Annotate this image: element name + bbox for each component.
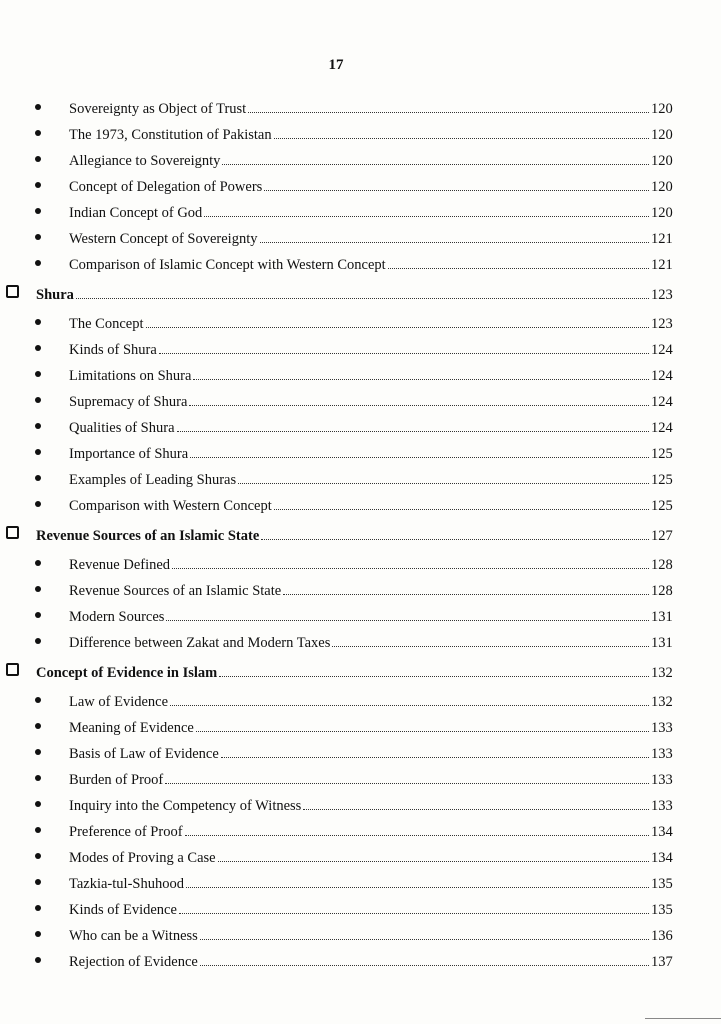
entry-title: Concept of Delegation of Powers bbox=[69, 179, 263, 195]
dot-leader bbox=[260, 241, 650, 243]
entry-title: The Concept bbox=[69, 316, 144, 332]
entry-title: Tazkia-tul-Shuhood bbox=[69, 876, 184, 892]
dot-leader bbox=[274, 508, 649, 510]
entry-page-number: 120 bbox=[651, 179, 673, 195]
entry-title: Sovereignty as Object of Trust bbox=[69, 101, 247, 117]
bullet-icon bbox=[35, 749, 41, 755]
footer-rule bbox=[645, 1018, 721, 1019]
dot-leader bbox=[186, 886, 649, 888]
dot-leader bbox=[190, 456, 649, 458]
bullet-icon bbox=[35, 723, 41, 729]
entry-title: Inquiry into the Competency of Witness bbox=[69, 798, 302, 814]
entry-page-number: 121 bbox=[651, 257, 673, 273]
dot-leader bbox=[185, 834, 649, 836]
toc-entry bbox=[0, 548, 721, 574]
entry-page-number: 120 bbox=[651, 101, 673, 117]
bullet-icon bbox=[35, 638, 41, 644]
entry-page-number: 135 bbox=[651, 902, 673, 918]
toc-entry bbox=[0, 92, 721, 118]
toc-section-heading bbox=[0, 274, 721, 304]
toc-entry bbox=[0, 307, 721, 333]
entry-page-number: 132 bbox=[651, 694, 673, 710]
dot-leader bbox=[172, 567, 649, 569]
toc-entry bbox=[0, 437, 721, 463]
toc-entry bbox=[0, 919, 721, 945]
entry-title: Basis of Law of Evidence bbox=[69, 746, 219, 762]
entry-title: Burden of Proof bbox=[69, 772, 164, 788]
entry-title: Law of Evidence bbox=[69, 694, 169, 710]
entry-title: Qualities of Shura bbox=[69, 420, 175, 436]
entry-page-number: 131 bbox=[651, 635, 673, 651]
entry-title: Examples of Leading Shuras bbox=[69, 472, 237, 488]
entry-page-number: 128 bbox=[651, 583, 673, 599]
entry-page-number: 120 bbox=[651, 127, 673, 143]
bullet-icon bbox=[35, 319, 41, 325]
checkbox-square-icon bbox=[6, 663, 19, 676]
dot-leader bbox=[261, 538, 649, 540]
entry-page-number: 123 bbox=[651, 316, 673, 332]
bullet-icon bbox=[35, 905, 41, 911]
entry-page-number: 131 bbox=[651, 609, 673, 625]
bullet-icon bbox=[35, 957, 41, 963]
bullet-icon bbox=[35, 475, 41, 481]
toc-entry bbox=[0, 574, 721, 600]
dot-leader bbox=[218, 860, 649, 862]
toc-entry bbox=[0, 626, 721, 652]
entry-title: Preference of Proof bbox=[69, 824, 183, 840]
bullet-icon bbox=[35, 697, 41, 703]
entry-page-number: 133 bbox=[651, 746, 673, 762]
entry-page-number: 125 bbox=[651, 472, 673, 488]
bullet-icon bbox=[35, 501, 41, 507]
bullet-icon bbox=[35, 560, 41, 566]
dot-leader bbox=[221, 756, 649, 758]
toc-entry bbox=[0, 489, 721, 515]
dot-leader bbox=[170, 704, 649, 706]
toc-entry bbox=[0, 893, 721, 919]
toc-section-heading bbox=[0, 515, 721, 545]
entry-page-number: 133 bbox=[651, 798, 673, 814]
table-of-contents bbox=[0, 92, 721, 971]
dot-leader bbox=[177, 430, 649, 432]
dot-leader bbox=[146, 326, 650, 328]
dot-leader bbox=[189, 404, 649, 406]
entry-title: Modern Sources bbox=[69, 609, 165, 625]
dot-leader bbox=[388, 267, 649, 269]
dot-leader bbox=[248, 111, 649, 113]
dot-leader bbox=[200, 938, 649, 940]
entry-title: Revenue Sources of an Islamic State bbox=[69, 583, 282, 599]
dot-leader bbox=[283, 593, 649, 595]
toc-entry bbox=[0, 867, 721, 893]
dot-leader bbox=[219, 675, 649, 677]
bullet-icon bbox=[35, 612, 41, 618]
dot-leader bbox=[193, 378, 649, 380]
entry-title: Western Concept of Sovereignty bbox=[69, 231, 258, 247]
entry-title: Kinds of Shura bbox=[69, 342, 157, 358]
entry-page-number: 120 bbox=[651, 205, 673, 221]
entry-page-number: 120 bbox=[651, 153, 673, 169]
entry-title: Comparison with Western Concept bbox=[69, 498, 272, 514]
toc-entry bbox=[0, 815, 721, 841]
toc-section-heading bbox=[0, 652, 721, 682]
dot-leader bbox=[204, 215, 649, 217]
bullet-icon bbox=[35, 182, 41, 188]
entry-title: Difference between Zakat and Modern Taxes bbox=[69, 635, 331, 651]
entry-title: Revenue Defined bbox=[69, 557, 171, 573]
toc-entry bbox=[0, 170, 721, 196]
entry-page-number: 123 bbox=[651, 287, 673, 303]
dot-leader bbox=[200, 964, 649, 966]
entry-title: Allegiance to Sovereignty bbox=[69, 153, 221, 169]
bullet-icon bbox=[35, 775, 41, 781]
bullet-icon bbox=[35, 234, 41, 240]
bullet-icon bbox=[35, 449, 41, 455]
entry-page-number: 137 bbox=[651, 954, 673, 970]
toc-entry bbox=[0, 463, 721, 489]
bullet-icon bbox=[35, 423, 41, 429]
bullet-icon bbox=[35, 260, 41, 266]
entry-page-number: 135 bbox=[651, 876, 673, 892]
entry-page-number: 125 bbox=[651, 446, 673, 462]
dot-leader bbox=[179, 912, 649, 914]
toc-entry bbox=[0, 600, 721, 626]
dot-leader bbox=[238, 482, 649, 484]
bullet-icon bbox=[35, 853, 41, 859]
dot-leader bbox=[274, 137, 649, 139]
entry-page-number: 132 bbox=[651, 665, 673, 681]
bullet-icon bbox=[35, 879, 41, 885]
page-number: 17 bbox=[328, 57, 344, 73]
bullet-icon bbox=[35, 397, 41, 403]
dot-leader bbox=[76, 297, 649, 299]
toc-entry bbox=[0, 685, 721, 711]
entry-page-number: 124 bbox=[651, 368, 673, 384]
entry-title: Meaning of Evidence bbox=[69, 720, 194, 736]
entry-title: Who can be a Witness bbox=[69, 928, 198, 944]
entry-page-number: 124 bbox=[651, 420, 673, 436]
entry-title: Shura bbox=[36, 287, 74, 303]
bullet-icon bbox=[35, 371, 41, 377]
toc-entry bbox=[0, 222, 721, 248]
bullet-icon bbox=[35, 345, 41, 351]
bullet-icon bbox=[35, 801, 41, 807]
entry-title: Limitations on Shura bbox=[69, 368, 192, 384]
entry-page-number: 124 bbox=[651, 342, 673, 358]
entry-title: Comparison of Islamic Concept with Western Concept bbox=[69, 257, 386, 273]
toc-entry bbox=[0, 763, 721, 789]
toc-entry bbox=[0, 789, 721, 815]
toc-entry bbox=[0, 333, 721, 359]
checkbox-square-icon bbox=[6, 526, 19, 539]
entry-page-number: 128 bbox=[651, 557, 673, 573]
dot-leader bbox=[303, 808, 649, 810]
entry-page-number: 133 bbox=[651, 720, 673, 736]
dot-leader bbox=[222, 163, 649, 165]
toc-entry bbox=[0, 196, 721, 222]
dot-leader bbox=[196, 730, 649, 732]
entry-page-number: 121 bbox=[651, 231, 673, 247]
toc-entry bbox=[0, 841, 721, 867]
bullet-icon bbox=[35, 208, 41, 214]
checkbox-square-icon bbox=[6, 285, 19, 298]
entry-page-number: 133 bbox=[651, 772, 673, 788]
bullet-icon bbox=[35, 827, 41, 833]
toc-entry bbox=[0, 118, 721, 144]
entry-title: The 1973, Constitution of Pakistan bbox=[69, 127, 272, 143]
entry-page-number: 134 bbox=[651, 824, 673, 840]
bullet-icon bbox=[35, 931, 41, 937]
entry-title: Importance of Shura bbox=[69, 446, 189, 462]
entry-title: Rejection of Evidence bbox=[69, 954, 198, 970]
entry-page-number: 134 bbox=[651, 850, 673, 866]
entry-title: Concept of Evidence in Islam bbox=[36, 665, 218, 681]
dot-leader bbox=[159, 352, 649, 354]
toc-entry bbox=[0, 359, 721, 385]
entry-page-number: 136 bbox=[651, 928, 673, 944]
entry-title: Supremacy of Shura bbox=[69, 394, 188, 410]
entry-title: Indian Concept of God bbox=[69, 205, 203, 221]
entry-page-number: 127 bbox=[651, 528, 673, 544]
bullet-icon bbox=[35, 156, 41, 162]
entry-page-number: 125 bbox=[651, 498, 673, 514]
bullet-icon bbox=[35, 586, 41, 592]
toc-entry bbox=[0, 385, 721, 411]
toc-entry bbox=[0, 144, 721, 170]
bullet-icon bbox=[35, 130, 41, 136]
toc-entry bbox=[0, 248, 721, 274]
entry-title: Kinds of Evidence bbox=[69, 902, 177, 918]
dot-leader bbox=[166, 619, 649, 621]
entry-title: Modes of Proving a Case bbox=[69, 850, 216, 866]
entry-title: Revenue Sources of an Islamic State bbox=[36, 528, 260, 544]
toc-entry bbox=[0, 711, 721, 737]
entry-page-number: 124 bbox=[651, 394, 673, 410]
toc-entry bbox=[0, 411, 721, 437]
bullet-icon bbox=[35, 104, 41, 110]
toc-entry bbox=[0, 945, 721, 971]
dot-leader bbox=[332, 645, 649, 647]
dot-leader bbox=[165, 782, 649, 784]
toc-entry bbox=[0, 737, 721, 763]
dot-leader bbox=[264, 189, 649, 191]
